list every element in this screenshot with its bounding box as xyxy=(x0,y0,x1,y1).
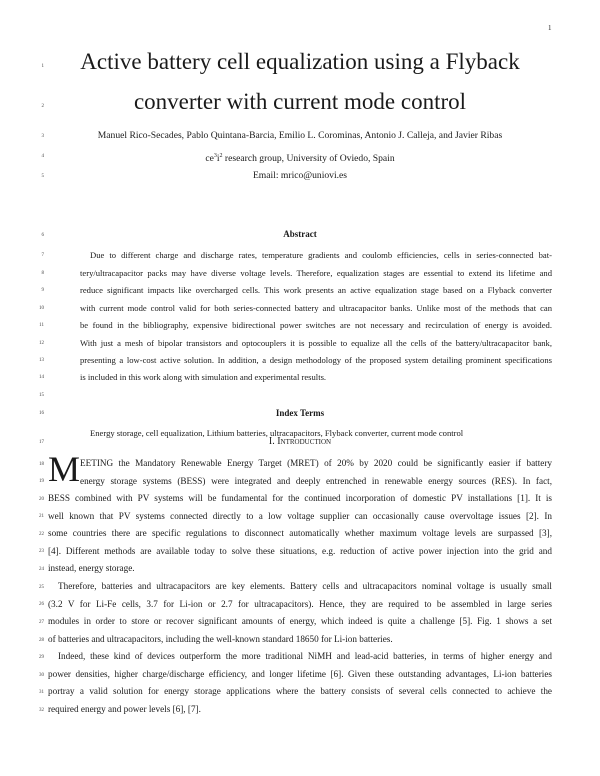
affiliation-superscript-1: 3 xyxy=(213,153,217,159)
affiliation-mid: i xyxy=(216,153,220,165)
line-number: 19 xyxy=(39,479,44,484)
body-line: power densities, higher charge/discharge efficiency, and longer lifetime [6]. Given these outstanding advantages, Li-ion batteries xyxy=(48,669,552,679)
abstract-line: With just a mesh of bipolar transistors and optocouplers it is possible to equalize all the cells of the battery/ultracapacitor bank, xyxy=(80,338,552,348)
line-number: 18 xyxy=(39,462,44,467)
line-number: 24 xyxy=(39,567,44,572)
abstract-line: is included in this work along with simulation and experimental results. xyxy=(80,372,327,382)
body-line: some countries there are specific regulations to disconnect automatically whether maximum voltage levels are surpassed [3], xyxy=(48,528,552,538)
line-number: 28 xyxy=(39,638,44,643)
author-list: Manuel Rico-Secades, Pablo Quintana-Barcia, Emilio L. Corominas, Antonio J. Calleja, and Javier Ribas xyxy=(97,130,503,141)
line-number: 15 xyxy=(39,393,44,398)
line-number: 17 xyxy=(39,440,44,445)
body-line: energy storage systems (BESS) were integrated and deeply entrenched in renewable energy sources (RES). In fact, xyxy=(80,476,552,486)
introduction-heading xyxy=(40,436,560,447)
section-title: Introduction xyxy=(277,436,332,447)
line-number: 2 xyxy=(41,104,44,109)
body-line: BESS combined with PV systems will be fundamental for the continued incorporation of domestic PV installations [1]. It is xyxy=(48,493,552,503)
index-terms: Energy storage, cell equalization, Lithium batteries, ultracapacitors, Flyback converter, current mode control xyxy=(90,428,464,438)
line-number: 25 xyxy=(39,585,44,590)
section-number: I. xyxy=(268,436,275,447)
page-number: 1 xyxy=(548,24,552,32)
line-number: 31 xyxy=(39,690,44,695)
line-number: 9 xyxy=(41,288,44,293)
line-number: 21 xyxy=(39,514,44,519)
index-terms-heading: Index Terms xyxy=(275,408,325,418)
line-number: 22 xyxy=(39,532,44,537)
body-line: of batteries and ultracapacitors, including the well-known standard 18650 for Li-ion batteries. xyxy=(48,634,393,644)
abstract-line: reduce significant impacts like overcharged cells. This work presents an active equalization stage based on a Flyback converter xyxy=(80,285,552,295)
affiliation-rest: research group, University of Oviedo, Spain xyxy=(222,153,395,165)
abstract-line: with current mode control valid for both series-connected battery and ultracapacitor banks. Unlike most of the methods that can xyxy=(80,303,552,313)
line-number: 23 xyxy=(39,549,44,554)
body-line: well known that PV systems connected directly to a low voltage supplier can occasionally cause overvoltage issues [2]. In xyxy=(48,511,552,521)
line-number: 4 xyxy=(41,154,44,159)
line-number: 29 xyxy=(39,655,44,660)
line-number: 14 xyxy=(39,375,44,380)
body-line: required energy and power levels [6], [7]. xyxy=(48,704,201,714)
paper-title-line-2: converter with current mode control xyxy=(133,89,467,114)
paper-title-line-1: Active battery cell equalization using a Flyback xyxy=(80,49,520,74)
line-number: 5 xyxy=(41,174,44,179)
line-number: 7 xyxy=(41,253,44,258)
line-number: 13 xyxy=(39,358,44,363)
drop-cap: M xyxy=(48,449,81,489)
line-number: 16 xyxy=(39,411,44,416)
line-number: 20 xyxy=(39,497,44,502)
line-number: 12 xyxy=(39,341,44,346)
abstract-line: tery/ultracapacitor packs may have diverse voltage levels. Therefore, equalization stages are essential to extend its lifetime and xyxy=(80,268,552,278)
affiliation xyxy=(40,150,560,165)
line-number: 3 xyxy=(41,134,44,139)
line-number: 10 xyxy=(39,306,44,311)
line-number: 1 xyxy=(41,64,44,69)
abstract-heading: Abstract xyxy=(283,229,317,239)
body-line: Indeed, these kind of devices outperform the more traditional NiMH and lead-acid batteries, in terms of higher energy and xyxy=(58,651,552,661)
body-line: [4]. Different methods are available today to solve these situations, e.g. reduction of active power injection into the grid and xyxy=(48,546,552,556)
body-line: modules in order to store or recover significant amounts of energy, which indeed is quite a challenge [5]. Fig. 1 shows a set xyxy=(48,616,552,626)
body-line: Therefore, batteries and ultracapacitors are key elements. Battery cells and ultracapacitors nominal voltage is usually small xyxy=(58,581,552,591)
line-number: 32 xyxy=(39,708,44,713)
abstract-line: Due to different charge and discharge rates, temperature gradients and coulomb efficiencies, cells in series-connected bat- xyxy=(90,250,552,260)
contact-email: Email: mrico@uniovi.es xyxy=(252,170,348,181)
line-number: 8 xyxy=(41,271,44,276)
line-number: 26 xyxy=(39,602,44,607)
body-line: instead, energy storage. xyxy=(48,563,135,573)
body-line: EETING the Mandatory Renewable Energy Target (MRET) of 20% by 2020 could be significantly easier if battery xyxy=(80,458,552,468)
line-number: 30 xyxy=(39,673,44,678)
abstract-line: be found in the bibliography, expensive bidirectional power switches are not necessary and recirculation of energy is avoided. xyxy=(80,320,552,330)
affiliation-superscript-2: 2 xyxy=(219,153,223,159)
body-line: portray a valid solution for energy storage applications where the battery consists of several cells connected to achieve the xyxy=(48,686,552,696)
line-number: 11 xyxy=(39,323,44,328)
line-number: 6 xyxy=(41,233,44,238)
abstract-line: presenting a low-cost active solution. In addition, a design methodology of the proposed system detailing prominent specifications xyxy=(80,355,552,365)
line-number: 27 xyxy=(39,620,44,625)
body-line: (3.2 V for Li-Fe cells, 3.7 for Li-ion or 2.7 for ultracapacitors). Hence, they are required to be assembled in large series xyxy=(48,599,552,609)
affiliation-prefix: ce xyxy=(205,153,214,165)
